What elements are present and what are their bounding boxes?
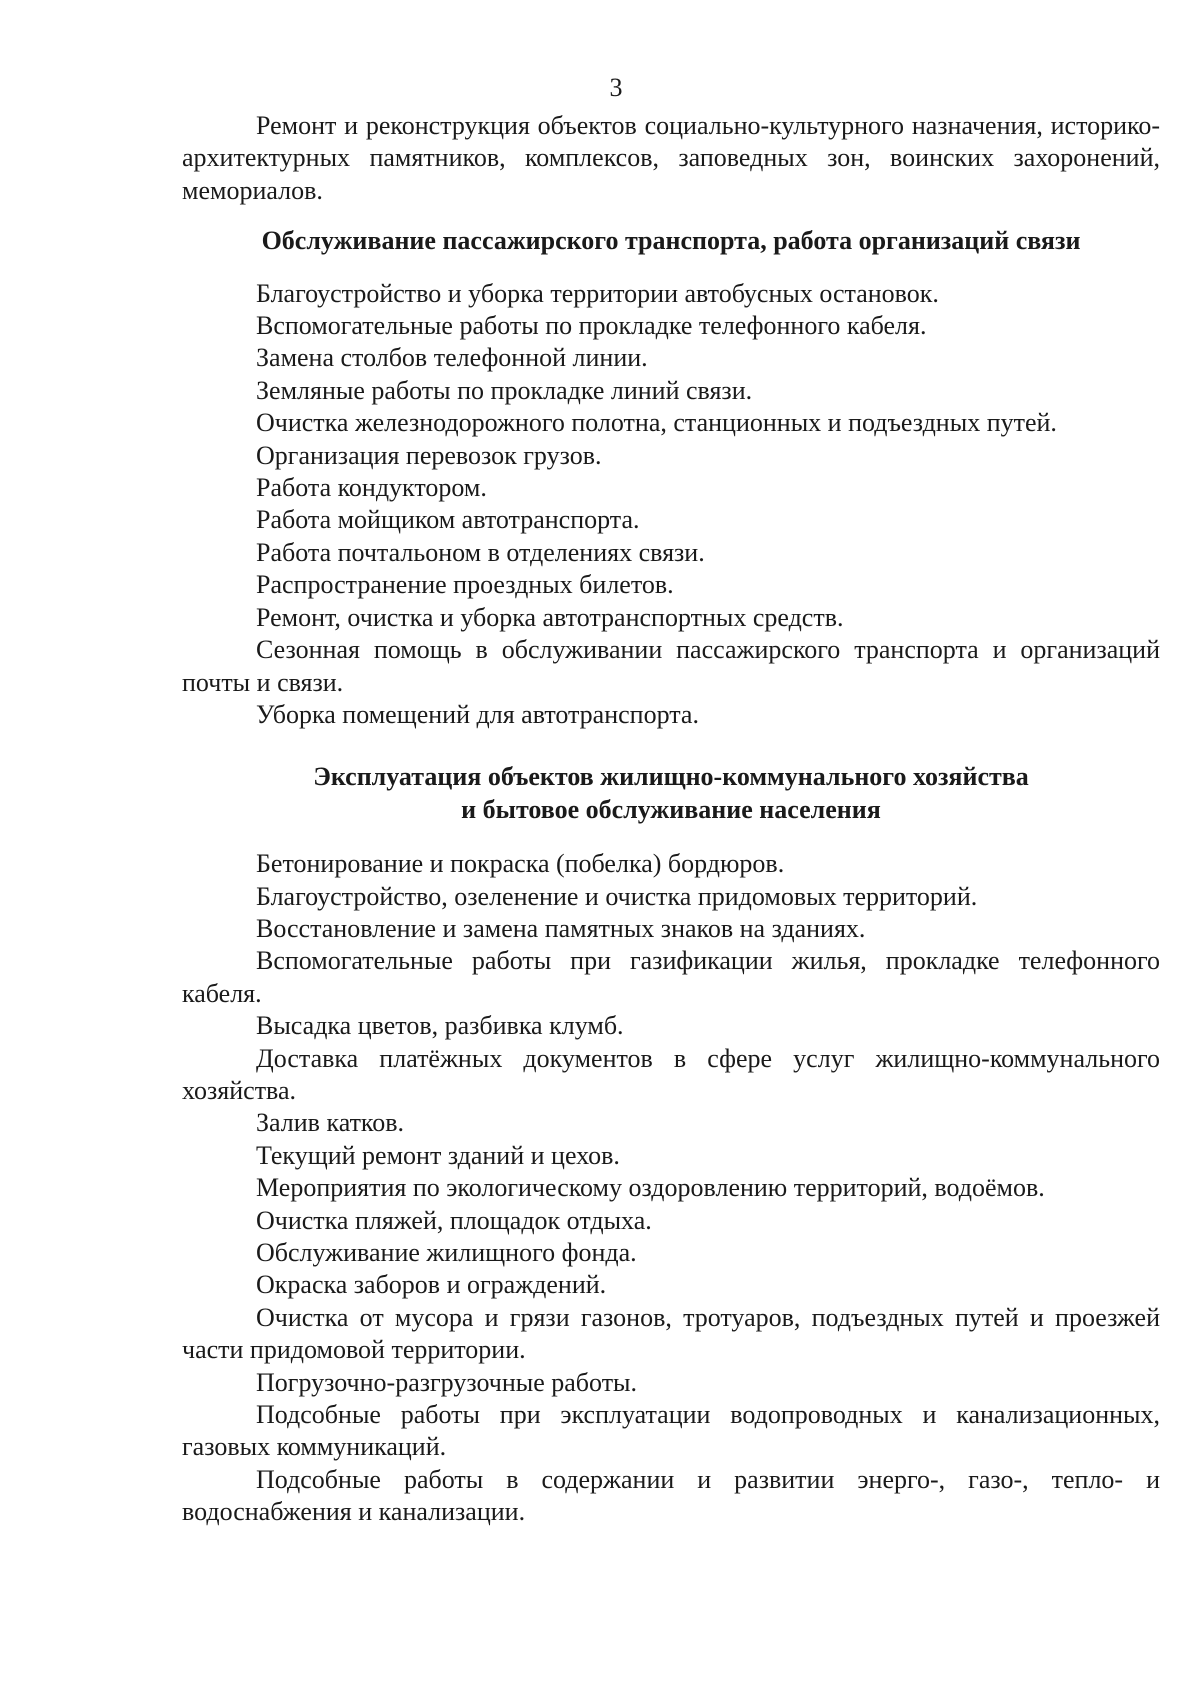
list-item: Бетонирование и покраска (побелка) бордюров. [256, 849, 785, 879]
list-item: Обслуживание жилищного фонда. [256, 1238, 637, 1267]
list-item: Очистка пляжей, площадок отдыха. [256, 1205, 652, 1235]
list-item: Сезонная помощь в обслуживании пассажирского транспорта и организаций почты и связи. [182, 635, 1160, 697]
section-heading-transport: Обслуживание пассажирского транспорта, работа организаций связи [261, 226, 1081, 256]
list-item: Восстановление и замена памятных знаков на зданиях. [256, 913, 866, 943]
list-item: Мероприятия по экологическому оздоровлению территорий, водоёмов. [256, 1173, 1045, 1203]
list-item: Вспомогательные работы при газификации жилья, прокладке телефонного кабеля. [182, 946, 1160, 1008]
intro-paragraph: Ремонт и реконструкция объектов социально-культурного назначения, историко-архитектурных памятников, комплексов, заповедных зон, воинских захоронений, мемориалов. [182, 111, 1160, 205]
list-item: Доставка платёжных документов в сфере услуг жилищно-коммунального хозяйства. [182, 1043, 1160, 1105]
list-item: Погрузочно-разгрузочные работы. [256, 1367, 638, 1397]
section-heading-housing [182, 761, 1160, 826]
list-item: Залив катков. [256, 1108, 405, 1138]
list-item: Очистка железнодорожного полотна, станционных и подъездных путей. [256, 408, 1057, 438]
list-item: Ремонт, очистка и уборка автотранспортных средств. [256, 602, 844, 632]
list-item: Работа кондуктором. [256, 473, 487, 503]
page-number: 3 [609, 73, 623, 102]
list-item: Земляные работы по прокладке линий связи. [256, 375, 753, 405]
section-heading-line: и бытовое обслуживание населения [461, 794, 881, 824]
list-item: Организация перевозок грузов. [256, 440, 602, 470]
list-item: Уборка помещений для автотранспорта. [256, 699, 699, 729]
list-item: Подсобные работы в содержании и развитии энерго-, газо-, тепло- и водоснабжения и канализации. [182, 1464, 1160, 1527]
list-item: Текущий ремонт зданий и цехов. [256, 1140, 620, 1170]
list-item: Вспомогательные работы по прокладке телефонного кабеля. [256, 311, 927, 341]
list-item: Высадка цветов, разбивка клумб. [256, 1011, 624, 1041]
section-heading-line: Эксплуатация объектов жилищно-коммунального хозяйства [313, 762, 1029, 792]
list-item: Подсобные работы при эксплуатации водопроводных и канализационных, газовых коммуникаций. [182, 1400, 1160, 1462]
list-item: Замена столбов телефонной линии. [256, 343, 648, 373]
housing-work-list [182, 848, 1160, 1529]
transport-work-list [182, 278, 1160, 732]
list-item: Распространение проездных билетов. [256, 570, 674, 600]
list-item: Благоустройство, озеленение и очистка придомовых территорий. [256, 881, 978, 911]
document-body [182, 110, 1160, 1529]
list-item: Работа мойщиком автотранспорта. [256, 505, 640, 535]
list-item: Окраска заборов и ограждений. [256, 1270, 607, 1300]
list-item: Работа почтальоном в отделениях связи. [256, 537, 705, 567]
list-item: Благоустройство и уборка территории автобусных остановок. [256, 278, 939, 308]
list-item: Очистка от мусора и грязи газонов, тротуаров, подъездных путей и проезжей части придомовой территории. [182, 1302, 1160, 1365]
